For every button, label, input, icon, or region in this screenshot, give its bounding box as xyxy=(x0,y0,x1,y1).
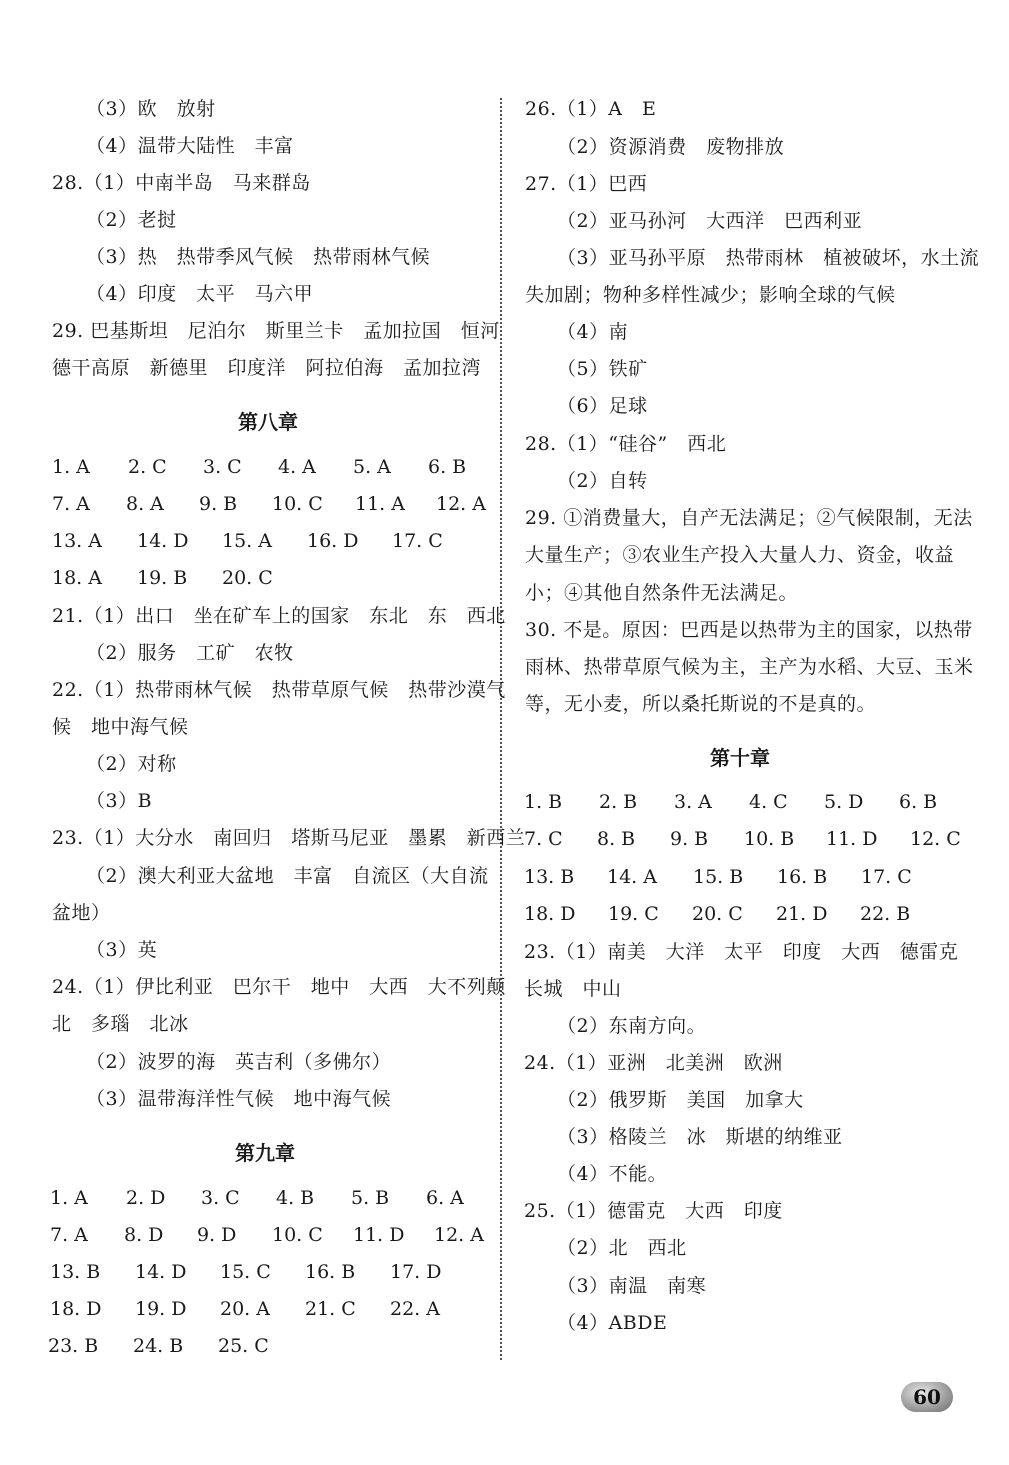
grid-cell: 10. C xyxy=(272,1224,323,1246)
answer-line: （4）ABDE xyxy=(557,1312,668,1334)
column-divider xyxy=(500,98,502,1360)
grid-cell: 12. A xyxy=(434,1224,484,1246)
grid-cell: 20. C xyxy=(692,903,743,925)
answer-line: 25.（1）德雷克 大西 印度 xyxy=(524,1200,783,1222)
answer-line: （2）澳大利亚大盆地 丰富 自流区（大自流 xyxy=(86,865,489,887)
answer-line: 北 多瑙 北冰 xyxy=(52,1013,189,1035)
grid-cell: 7. A xyxy=(52,493,90,515)
answer-line: 30. 不是。原因：巴西是以热带为主的国家，以热带 xyxy=(525,619,973,641)
chapter-9-title: 第九章 xyxy=(235,1141,295,1165)
grid-cell: 22. A xyxy=(390,1298,440,1320)
answer-line: （4）温带大陆性 丰富 xyxy=(86,135,294,157)
answer-line: 德干高原 新德里 印度洋 阿拉伯海 孟加拉湾 xyxy=(52,357,482,379)
grid-cell: 12. C xyxy=(910,828,961,850)
grid-cell: 11. D xyxy=(353,1224,405,1246)
grid-cell: 6. B xyxy=(428,456,467,478)
grid-cell: 9. B xyxy=(670,828,709,850)
answer-line: （2）亚马孙河 大西洋 巴西利亚 xyxy=(557,210,863,232)
grid-cell: 15. B xyxy=(693,866,744,888)
grid-cell: 5. D xyxy=(824,791,864,813)
grid-cell: 2. C xyxy=(128,456,167,478)
answer-line: （3）欧 放射 xyxy=(86,98,216,120)
grid-cell: 11. D xyxy=(826,828,878,850)
answer-line: （2）资源消费 废物排放 xyxy=(557,136,785,158)
grid-cell: 7. A xyxy=(50,1224,88,1246)
grid-cell: 2. D xyxy=(126,1187,166,1209)
grid-cell: 3. C xyxy=(201,1187,240,1209)
grid-cell: 4. B xyxy=(276,1187,315,1209)
answer-line: 21.（1）出口 坐在矿车上的国家 东北 东 西北 xyxy=(52,605,506,627)
grid-cell: 3. C xyxy=(203,456,242,478)
grid-cell: 17. D xyxy=(390,1261,442,1283)
grid-cell: 15. C xyxy=(220,1261,271,1283)
answer-line: 27.（1）巴西 xyxy=(525,173,648,195)
grid-cell: 8. A xyxy=(126,493,164,515)
answer-line: （2）对称 xyxy=(86,753,177,775)
grid-cell: 1. A xyxy=(52,456,90,478)
grid-cell: 15. A xyxy=(222,530,272,552)
grid-cell: 14. A xyxy=(607,866,657,888)
answer-line: （4）南 xyxy=(557,321,629,343)
grid-cell: 19. D xyxy=(135,1298,187,1320)
answer-line: （2）波罗的海 英吉利（多佛尔） xyxy=(86,1051,392,1073)
grid-cell: 17. C xyxy=(861,866,912,888)
grid-cell: 18. D xyxy=(50,1298,102,1320)
answer-line: （2）自转 xyxy=(557,470,648,492)
grid-cell: 9. B xyxy=(199,493,238,515)
answer-line: （3）英 xyxy=(86,939,158,961)
answer-line: 28.（1）“硅谷” 西北 xyxy=(525,433,727,455)
grid-cell: 6. A xyxy=(426,1187,464,1209)
answer-line: 29. 巴基斯坦 尼泊尔 斯里兰卡 孟加拉国 恒河 xyxy=(52,320,500,342)
answer-line: （2）俄罗斯 美国 加拿大 xyxy=(557,1089,804,1111)
answer-line: 24.（1）亚洲 北美洲 欧洲 xyxy=(524,1052,783,1074)
grid-cell: 19. C xyxy=(608,903,659,925)
answer-line: 大量生产；③农业生产投入大量人力、资金，收益 xyxy=(525,544,955,566)
grid-cell: 11. A xyxy=(355,493,405,515)
chapter-8-title: 第八章 xyxy=(238,410,298,434)
answer-line: （3）南温 南寒 xyxy=(557,1275,707,1297)
answer-line: （3）B xyxy=(86,790,153,812)
grid-cell: 20. A xyxy=(220,1298,270,1320)
grid-cell: 4. C xyxy=(749,791,788,813)
grid-cell: 23. B xyxy=(48,1335,99,1357)
answer-line: （2）北 西北 xyxy=(557,1237,687,1259)
answer-line: （2）东南方向。 xyxy=(557,1015,707,1037)
answer-line: 雨林、热带草原气候为主，主产为水稻、大豆、玉米 xyxy=(525,656,974,678)
grid-cell: 10. B xyxy=(744,828,795,850)
answer-line: 24.（1）伊比利亚 巴尔干 地中 大西 大不列颠 xyxy=(52,976,506,998)
grid-cell: 5. A xyxy=(353,456,391,478)
answer-line: （2）老挝 xyxy=(86,209,177,231)
grid-cell: 13. B xyxy=(50,1261,101,1283)
grid-cell: 8. B xyxy=(597,828,636,850)
answer-line: 28.（1）中南半岛 马来群岛 xyxy=(52,172,311,194)
grid-cell: 13. A xyxy=(52,530,102,552)
grid-cell: 1. A xyxy=(50,1187,88,1209)
chapter-10-title: 第十章 xyxy=(710,746,770,770)
grid-cell: 16. B xyxy=(305,1261,356,1283)
answer-line: 盆地） xyxy=(52,902,111,924)
grid-cell: 19. B xyxy=(137,567,188,589)
answer-line: 小；④其他自然条件无法满足。 xyxy=(525,582,799,604)
grid-cell: 18. A xyxy=(52,567,102,589)
answer-line: 失加剧；物种多样性减少；影响全球的气候 xyxy=(525,284,896,306)
answer-line: 22.（1）热带雨林气候 热带草原气候 热带沙漠气 xyxy=(52,679,506,701)
grid-cell: 21. C xyxy=(305,1298,356,1320)
answer-line: 23.（1）南美 大洋 太平 印度 大西 德雷克 xyxy=(524,941,959,963)
answer-line: 候 地中海气候 xyxy=(52,716,189,738)
answer-line: （3）热 热带季风气候 热带雨林气候 xyxy=(86,246,431,268)
answer-line: （4）印度 太平 马六甲 xyxy=(86,283,314,305)
grid-cell: 10. C xyxy=(272,493,323,515)
grid-cell: 16. B xyxy=(777,866,828,888)
answer-line: （3）温带海洋性气候 地中海气候 xyxy=(86,1088,392,1110)
grid-cell: 25. C xyxy=(218,1335,269,1357)
grid-cell: 2. B xyxy=(599,791,638,813)
grid-cell: 20. C xyxy=(222,567,273,589)
answer-line: 23.（1）大分水 南回归 塔斯马尼亚 墨累 新西兰 xyxy=(52,827,526,849)
grid-cell: 1. B xyxy=(524,791,563,813)
grid-cell: 18. D xyxy=(524,903,576,925)
answer-line: （3）亚马孙平原 热带雨林 植被破坏，水土流 xyxy=(557,247,980,269)
grid-cell: 7. C xyxy=(524,828,563,850)
grid-cell: 14. D xyxy=(137,530,189,552)
answer-line: （4）不能。 xyxy=(557,1163,668,1185)
answer-line: 26.（1）A E xyxy=(525,98,657,120)
answer-line: 29. ①消费量大，自产无法满足；②气候限制，无法 xyxy=(525,507,973,529)
answer-line: （2）服务 工矿 农牧 xyxy=(86,642,294,664)
grid-cell: 3. A xyxy=(674,791,712,813)
grid-cell: 17. C xyxy=(392,530,443,552)
answer-line: 长城 中山 xyxy=(524,978,622,1000)
grid-cell: 22. B xyxy=(860,903,911,925)
grid-cell: 6. B xyxy=(899,791,938,813)
grid-cell: 16. D xyxy=(307,530,359,552)
grid-cell: 8. D xyxy=(124,1224,164,1246)
answer-line: （3）格陵兰 冰 斯堪的纳维亚 xyxy=(557,1126,843,1148)
answer-line: （6）足球 xyxy=(557,395,648,417)
answer-line: （5）铁矿 xyxy=(557,358,648,380)
grid-cell: 5. B xyxy=(351,1187,390,1209)
page-number-badge: 60 xyxy=(901,1382,953,1412)
answer-line: 等，无小麦，所以桑托斯说的不是真的。 xyxy=(525,693,877,715)
grid-cell: 4. A xyxy=(278,456,316,478)
grid-cell: 14. D xyxy=(135,1261,187,1283)
grid-cell: 13. B xyxy=(524,866,575,888)
grid-cell: 21. D xyxy=(776,903,828,925)
grid-cell: 24. B xyxy=(133,1335,184,1357)
grid-cell: 9. D xyxy=(197,1224,237,1246)
grid-cell: 12. A xyxy=(436,493,486,515)
